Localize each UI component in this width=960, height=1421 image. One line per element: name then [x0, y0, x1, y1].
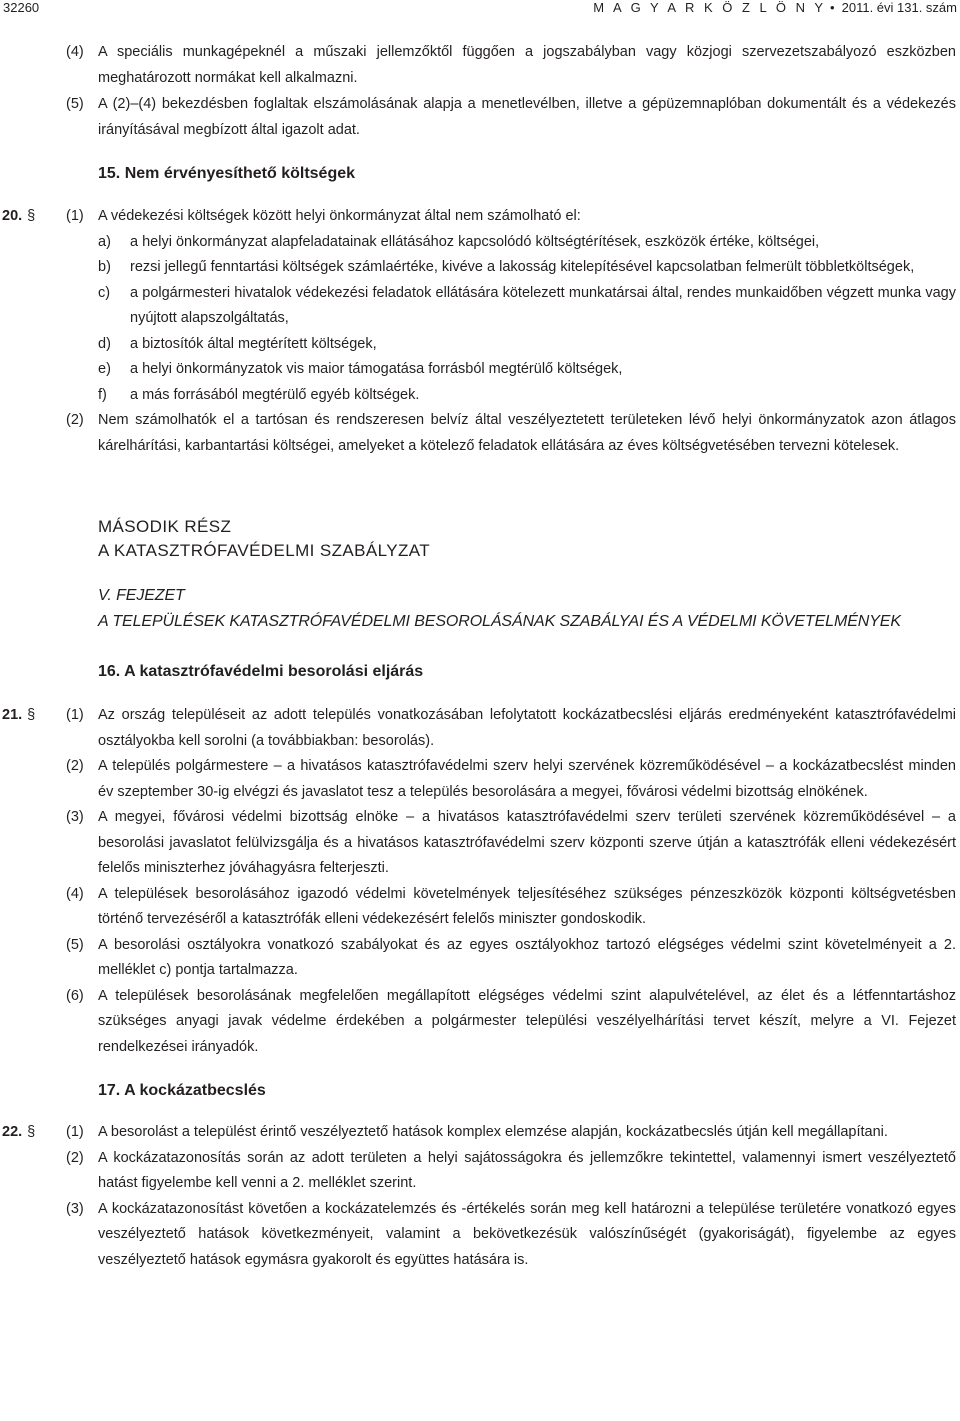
section-number	[2, 1120, 35, 1146]
list-item-e	[0, 357, 960, 383]
section-21-paragraph-4	[0, 882, 960, 933]
paragraph-number: (3)	[66, 809, 84, 825]
item-text: a polgármesteri hivatalok védekezési feladatok ellátására kötelezett munkatársai által, rendes munkaidőben végzett munka vagy nyújtott alapszolgáltatás,	[130, 284, 956, 326]
paragraph-14-5	[0, 92, 960, 143]
paragraph-text: A település polgármestere – a hivatásos katasztrófavédelmi szerv helyi szervének közreműködésével – a kockázatbecslést minden év szeptember 30-ig elvégzi és javaslatot tesz a település besorolására a megyei, fővárosi védelmi bizottság elnökének.	[98, 758, 956, 800]
paragraph-text: A kockázatazonosítás során az adott területen a helyi sajátosságokra és jellemzőkre tekintettel, valamennyi ismert veszélyeztető hatást figyelembe kell venni a 2. melléklet szerint.	[98, 1149, 956, 1191]
paragraph-text: A települések besorolásának megfelelően megállapított elégséges védelmi szint alapulvételével, az élet és a létfenntartáshoz szükséges anyagi javak védelme érdekében a polgármester települési veszélyelhárítási tervet készít, melyre a VI. Fejezet rendelkezései irányadók.	[98, 987, 956, 1055]
section-20-paragraph-2	[0, 408, 960, 459]
paragraph-14-4	[0, 40, 960, 91]
section-sign: §	[27, 707, 36, 723]
item-label: c)	[98, 284, 111, 301]
section-number-text: 21.	[2, 707, 23, 723]
paragraph-text: A települések besorolásához igazodó védelmi követelmények teljesítéséhez szükséges pénzeszközök központi költségvetésben történő tervezéséről a katasztrófák elleni védekezésért felelős miniszter gondoskodik.	[98, 885, 956, 927]
paragraph-text: A megyei, fővárosi védelmi bizottság elnöke – a hivatásos katasztrófavédelmi szerv területi szervének közreműködésével – a besorolási javaslatot felülvizsgálja és a hivatásos katasztrófavédelmi szerv központi szerve útján a katasztrófák elleni védekezésért felelős miniszterhez jóváhagyásra felterjeszti.	[98, 809, 956, 876]
paragraph-number: (3)	[66, 1200, 84, 1217]
item-text: a helyi önkormányzatok vis maior támogatása forrásból megtérülő költségek,	[130, 361, 623, 377]
document-body	[0, 40, 960, 1273]
paragraph-text: Nem számolhatók el a tartósan és rendszeresen belvíz által veszélyeztetett területeken lévő helyi önkormányzatok azon átlagos kárelhárítási, karbantartási költségei, amelyeket a kötelező feladatok ellátására az éves költségvetésében tervezni kötelesek.	[98, 412, 956, 454]
paragraph-number: (2)	[66, 412, 84, 428]
section-21-paragraph-5	[0, 933, 960, 984]
item-text: rezsi jellegű fenntartási költségek számlaértéke, kivéve a lakosság kitelepítésével kapcsolatban felmerült többletköltségek,	[130, 259, 915, 275]
list-item-f	[0, 383, 960, 409]
item-text: a biztosítók által megtérített költségek,	[130, 335, 377, 352]
part-name: A KATASZTRÓFAVÉDELMI SZABÁLYZAT	[98, 541, 431, 560]
paragraph-number: (4)	[66, 885, 84, 902]
running-title	[593, 1, 957, 15]
section-21-paragraph-2	[0, 754, 960, 805]
paragraph-number: (1)	[66, 707, 84, 723]
issue-info: 2011. évi 131. szám	[841, 0, 957, 15]
paragraph-text: A (2)–(4) bekezdésben foglaltak elszámolásának alapja a menetlevélben, illetve a gépüzemnaplóban dokumentált és a védekezés irányításával megbízott által igazolt adat.	[98, 96, 956, 138]
section-sign: §	[27, 1124, 36, 1140]
list-item-c	[0, 281, 960, 332]
section-22-paragraph-3	[0, 1197, 960, 1274]
bullet-separator: •	[830, 0, 835, 15]
section-21-paragraph-6	[0, 984, 960, 1061]
subtitle-16: 16. A katasztrófavédelmi besorolási eljárás	[98, 663, 424, 680]
paragraph-text: A védekezési költségek között helyi önkormányzat által nem számolható el:	[98, 208, 581, 224]
paragraph-number: (4)	[66, 44, 84, 60]
page-header	[0, 0, 960, 18]
list-item-b	[0, 255, 960, 281]
section-21	[0, 703, 960, 1060]
paragraph-number: (1)	[66, 208, 84, 224]
section-21-paragraph-1	[0, 703, 960, 754]
paragraph-text: A kockázatazonosítást követően a kockázatelemzés és -értékelés során meg kell határozni a települése területére vonatkozó egyes veszélyeztető hatások következményeit, valamint a bekövetkezésük valószínűségét (gyakoriságát), figyelembe az egyes veszélyeztető hatások egymásra gyakorolt és együttes hatására is.	[98, 1200, 956, 1268]
paragraph-text: A besorolást a települést érintő veszélyeztető hatások komplex elemzése alapján, kockázatbecslés útján kell megállapítani.	[98, 1124, 888, 1140]
chapter-name: A TELEPÜLÉSEK KATASZTRÓFAVÉDELMI BESOROLÁSÁNAK SZABÁLYAI ÉS A VÉDELMI KÖVETELMÉNYEK	[98, 613, 901, 630]
paragraph-number: (6)	[66, 987, 84, 1004]
section-number	[2, 204, 35, 230]
section-number-text: 22.	[2, 1124, 23, 1140]
item-text: a helyi önkormányzat alapfeladatainak ellátásához kapcsolódó költségtérítések, eszközök értéke, költségei,	[130, 233, 820, 250]
subtitle-17: 17. A kockázatbecslés	[98, 1082, 266, 1099]
paragraph-number: (2)	[66, 1149, 84, 1166]
section-22	[0, 1120, 960, 1273]
section-22-paragraph-1	[0, 1120, 960, 1146]
section-22-paragraph-2	[0, 1146, 960, 1197]
list-item-d	[0, 332, 960, 358]
section-sign: §	[27, 208, 36, 224]
item-label: d)	[98, 335, 111, 352]
chapter-title	[0, 583, 960, 635]
subtitle-15: 15. Nem érvényesíthető költségek	[98, 165, 356, 182]
item-label: f)	[98, 386, 107, 403]
item-text: a más forrásából megtérülő egyéb költségek.	[130, 386, 420, 403]
part-number: MÁSODIK RÉSZ	[98, 517, 232, 536]
paragraph-text: A besorolási osztályokra vonatkozó szabályokat és az egyes osztályokhoz tartozó elégséges védelmi szint követelményeit a 2. melléklet c) pontja tartalmazza.	[98, 936, 956, 978]
paragraph-number: (2)	[66, 758, 84, 774]
paragraph-text: Az ország településeit az adott település vonatkozásában lefolytatott kockázatbecslési eljárás eredményeként katasztrófavédelmi osztályokba kell sorolni (a továbbiakban: besorolás).	[98, 707, 956, 749]
paragraph-number: (5)	[66, 96, 84, 112]
journal-name: M A G Y A R K Ö Z L Ö N Y	[593, 0, 827, 15]
item-label: b)	[98, 259, 111, 275]
item-label: a)	[98, 233, 111, 250]
paragraph-text: A speciális munkagépeknél a műszaki jellemzőktől függően a jogszabályban vagy közjogi szervezetszabályozó eszközben meghatározott normákat kell alkalmazni.	[98, 44, 956, 86]
section-21-paragraph-3	[0, 805, 960, 882]
item-label: e)	[98, 361, 111, 377]
section-number	[2, 703, 35, 729]
chapter-number: V. FEJEZET	[98, 587, 185, 604]
part-title	[0, 515, 960, 563]
section-20-paragraph-1	[0, 204, 960, 230]
list-item-a	[0, 230, 960, 256]
section-number-text: 20.	[2, 208, 23, 224]
page-number: 32260	[3, 0, 40, 15]
paragraph-number: (1)	[66, 1124, 84, 1140]
paragraph-number: (5)	[66, 936, 84, 953]
